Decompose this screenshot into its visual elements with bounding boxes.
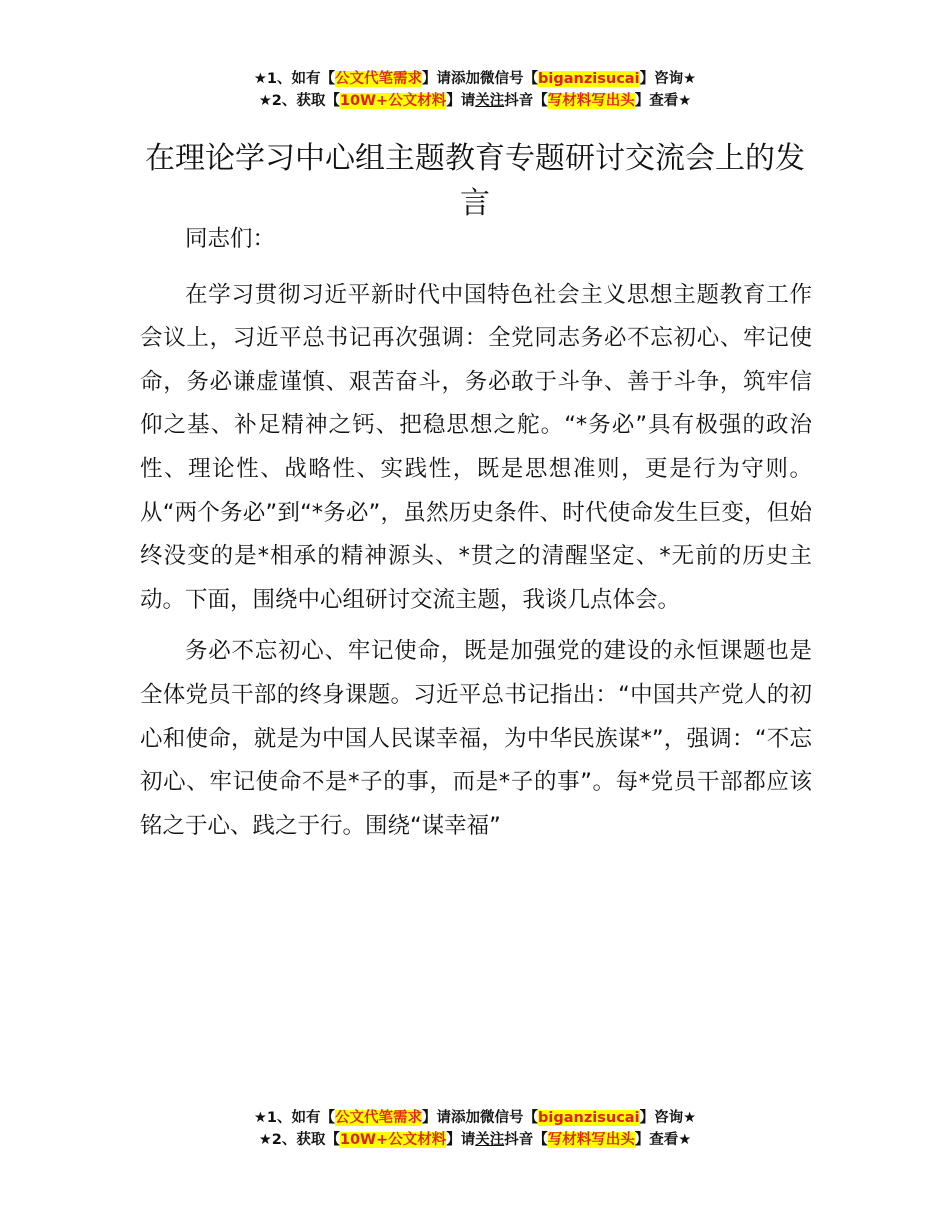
- footer-banner-line-1: [0, 1107, 950, 1129]
- footer-banner-line-2: [0, 1129, 950, 1151]
- banner-text: 】查看★: [634, 93, 692, 109]
- header-banner: [0, 68, 950, 112]
- banner-text: 】咨询★: [639, 1110, 697, 1126]
- banner-highlight: biganzisucai: [538, 71, 640, 87]
- document-body: [140, 218, 812, 856]
- banner-text: 】请: [422, 1110, 452, 1126]
- banner-text: 微信号【: [480, 71, 539, 87]
- banner-highlight: 10W+公文材料: [339, 1132, 447, 1148]
- banner-text: 抖音【: [504, 1132, 548, 1148]
- banner-highlight: biganzisucai: [538, 1110, 640, 1126]
- salutation: 同志们：: [185, 226, 276, 252]
- banner-emphasis: 关注: [475, 93, 505, 109]
- header-banner-line-2: [0, 90, 950, 112]
- banner-text: ★2、获取【: [258, 1132, 340, 1148]
- banner-text: 微信号【: [480, 1110, 539, 1126]
- banner-highlight: 写材料写出头: [547, 93, 635, 109]
- document-title: 在理论学习中心组主题教育专题研讨交流会上的发言: [145, 141, 805, 222]
- body-paragraph: 务必不忘初心、牢记使命，既是加强党的建设的永恒课题也是全体党员干部的终身课题。习近平总书记指出：“中国共产党人的初心和使命，就是为中国人民谋幸福，为中华民族谋*”，强调：“不忘初心、牢记使命不是*子的事，而是*子的事”。每*党员干部都应该铭之于心、践之于行。围绕“谋幸福”: [140, 638, 812, 839]
- banner-text: ★1、如有【: [253, 71, 336, 87]
- banner-text: 】咨询★: [639, 71, 697, 87]
- banner-text: 】请: [422, 71, 452, 87]
- banner-highlight: 公文代笔需求: [335, 71, 423, 87]
- banner-text: 】查看★: [634, 1132, 692, 1148]
- banner-emphasis: 添加: [451, 71, 481, 87]
- banner-highlight: 公文代笔需求: [335, 1110, 423, 1126]
- body-paragraph: 在学习贯彻习近平新时代中国特色社会主义思想主题教育工作会议上，习近平总书记再次强调：全党同志务必不忘初心、牢记使命，务必谦虚谨慎、艰苦奋斗，务必敢于斗争、善于斗争，筑牢信仰之基、补足精神之钙、把稳思想之舵。“*务必”具有极强的政治性、理论性、战略性、实践性，既是思想准则，更是行为守则。从“两个务必”到“*务必”，虽然历史条件、时代使命发生巨变，但始终没变的是*相承的精神源头、*贯之的清醒坚定、*无前的历史主动。下面，围绕中心组研讨交流主题，我谈几点体会。: [140, 281, 812, 613]
- banner-text: ★1、如有【: [253, 1110, 336, 1126]
- banner-emphasis: 添加: [451, 1110, 481, 1126]
- banner-highlight: 写材料写出头: [547, 1132, 635, 1148]
- banner-text: 】请: [446, 93, 476, 109]
- banner-text: 抖音【: [504, 93, 548, 109]
- banner-emphasis: 关注: [475, 1132, 505, 1148]
- banner-highlight: 10W+公文材料: [339, 93, 447, 109]
- footer-banner: [0, 1107, 950, 1151]
- banner-text: 】请: [446, 1132, 476, 1148]
- banner-text: ★2、获取【: [258, 93, 340, 109]
- header-banner-line-1: [0, 68, 950, 90]
